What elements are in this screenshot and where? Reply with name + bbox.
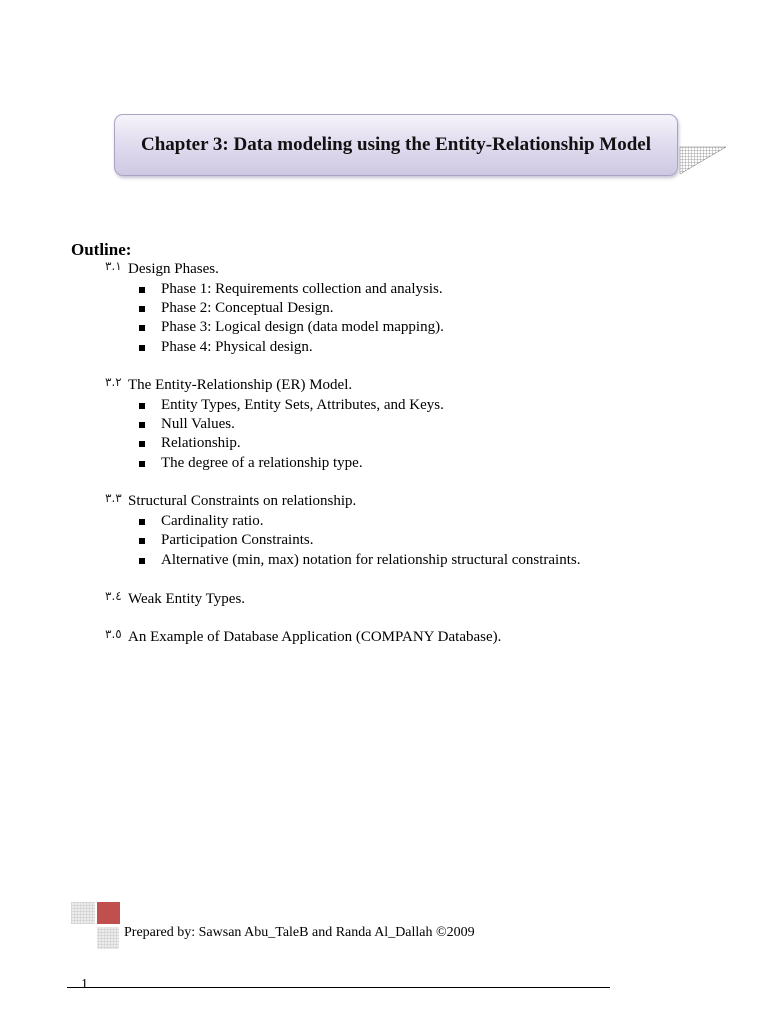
square-bullet-icon — [139, 403, 145, 409]
section-number: ٣.٢ — [105, 375, 122, 389]
list-item: Phase 1: Requirements collection and analysis. — [139, 281, 443, 298]
section-title: Weak Entity Types. — [128, 591, 246, 607]
footer-squares-decoration — [71, 902, 123, 952]
list-item: Participation Constraints. — [139, 532, 313, 549]
square-bullet-icon — [139, 287, 145, 293]
list-item: Phase 3: Logical design (data model mapping). — [139, 319, 444, 336]
square-bullet-icon — [139, 538, 145, 544]
outline-heading: Outline: — [71, 240, 132, 259]
list-item: Entity Types, Entity Sets, Attributes, and Keys. — [139, 397, 444, 414]
list-item: Null Values. — [139, 416, 235, 433]
section-heading — [105, 261, 219, 278]
chapter-title: Chapter 3: Data modeling using the Entity-Relationship Model — [140, 134, 652, 155]
square-bullet-icon — [139, 325, 145, 331]
square-bullet-icon — [139, 558, 145, 564]
list-item: Phase 2: Conceptual Design. — [139, 300, 333, 317]
list-item: Cardinality ratio. — [139, 513, 263, 530]
square-bullet-icon — [139, 306, 145, 312]
section-heading — [105, 591, 245, 608]
section-number: ٣.١ — [105, 259, 122, 273]
prepared-by-text: Prepared by: Sawsan Abu_TaleB and Randa Al_Dallah ©2009 — [124, 925, 475, 940]
square-bullet-icon — [139, 422, 145, 428]
section-number: ٣.٥ — [105, 627, 122, 641]
section-heading — [105, 377, 352, 394]
list-item: Alternative (min, max) notation for relationship structural constraints. — [139, 552, 580, 569]
section-title: Structural Constraints on relationship. — [128, 493, 357, 509]
page-number: 1 — [81, 977, 88, 992]
section-heading — [105, 493, 356, 510]
square-bullet-icon — [139, 345, 145, 351]
list-item: Relationship. — [139, 435, 241, 452]
section-title: An Example of Database Application (COMPANY Database). — [128, 629, 502, 645]
chapter-title-box — [114, 114, 678, 176]
square-bullet-icon — [139, 461, 145, 467]
square-bullet-icon — [139, 519, 145, 525]
section-title: Design Phases. — [128, 261, 219, 277]
section-number: ٣.٤ — [105, 589, 122, 603]
section-title: The Entity-Relationship (ER) Model. — [128, 377, 353, 393]
list-item: The degree of a relationship type. — [139, 455, 363, 472]
footer-divider — [67, 987, 610, 988]
section-number: ٣.٣ — [105, 491, 122, 505]
square-bullet-icon — [139, 441, 145, 447]
section-heading — [105, 629, 501, 646]
grid-corner-decoration — [676, 144, 728, 176]
list-item: Phase 4: Physical design. — [139, 339, 313, 356]
